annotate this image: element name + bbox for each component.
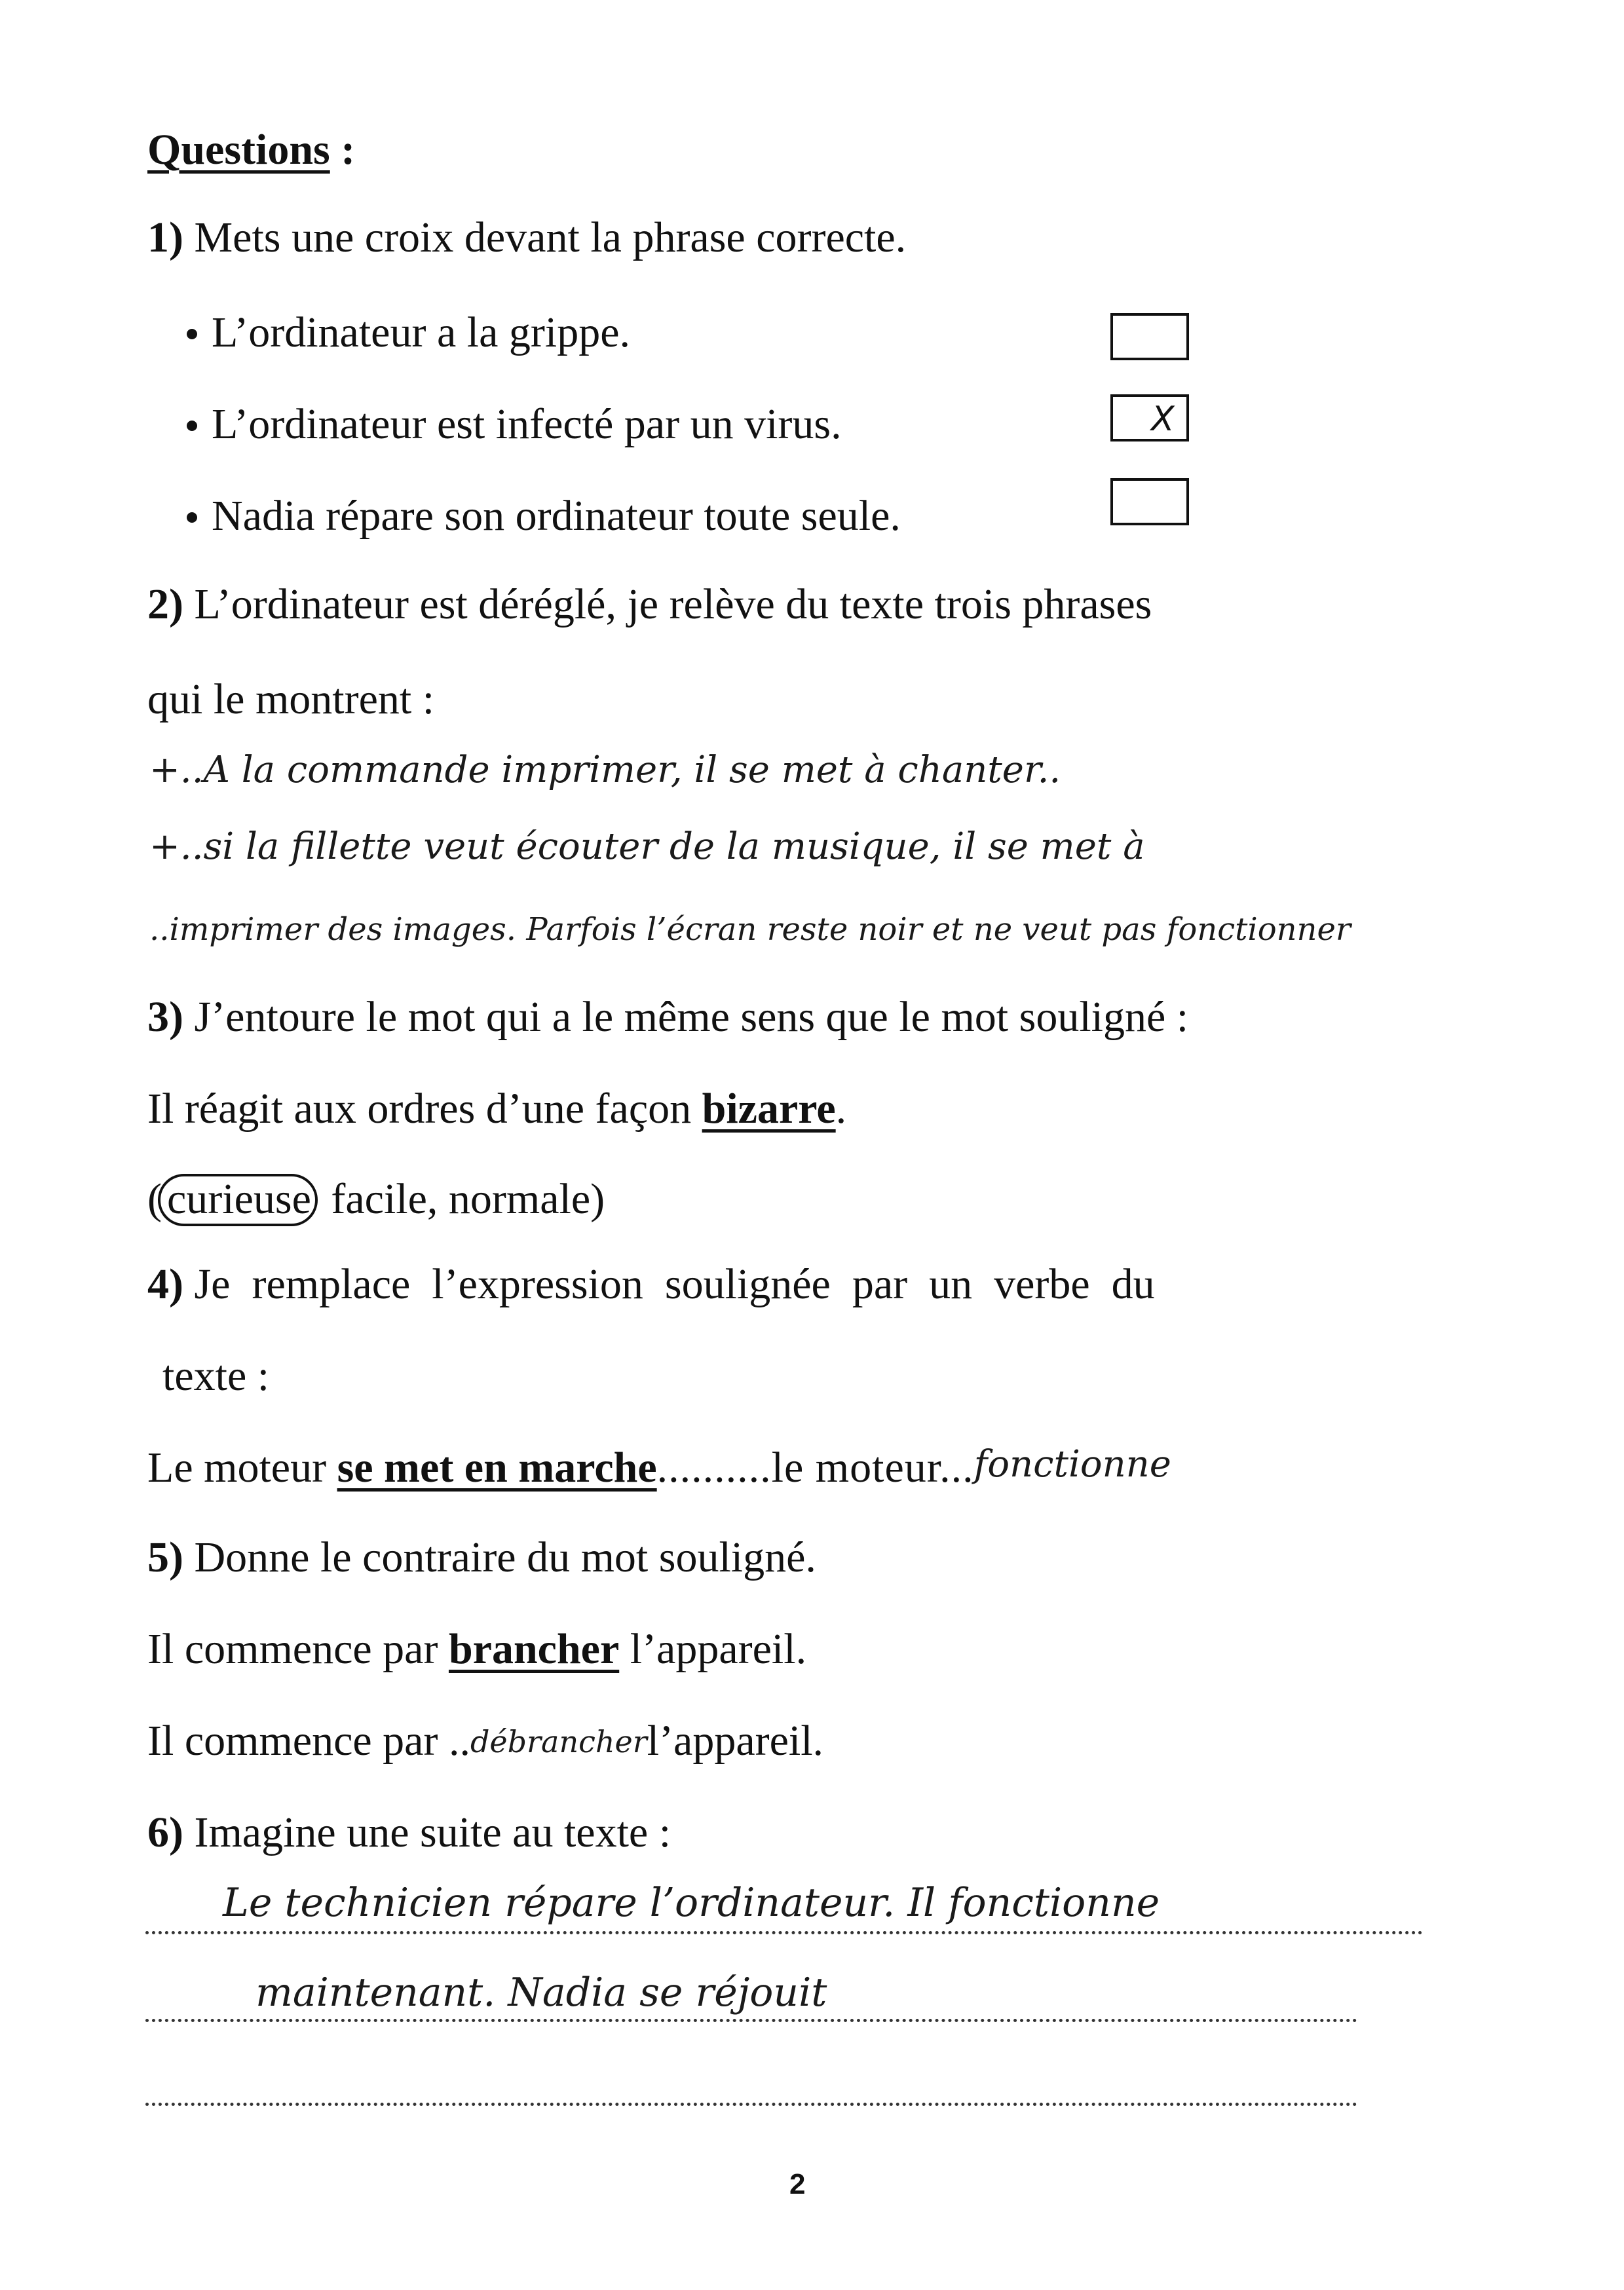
bullet-icon bbox=[187, 421, 197, 431]
option-text: Nadia répare son ordinateur toute seule. bbox=[212, 492, 901, 540]
option-text: L’ordinateur a la grippe. bbox=[212, 309, 630, 356]
handwritten-answer: Le technicien répare l’ordinateur. Il fonctionne bbox=[223, 1880, 1160, 1926]
circled-choice[interactable]: curieuse bbox=[158, 1174, 318, 1226]
checkbox-option-3[interactable] bbox=[1110, 478, 1189, 525]
bullet-icon bbox=[187, 512, 197, 523]
question-3-choices bbox=[147, 1174, 605, 1226]
question-2 bbox=[147, 580, 1152, 628]
sentence-text: l’appareil. bbox=[647, 1717, 824, 1765]
question-5-sentence-2 bbox=[147, 1719, 823, 1763]
other-choices: facile, normale) bbox=[320, 1175, 605, 1223]
question-number: 4) bbox=[147, 1260, 183, 1308]
paren: ( bbox=[147, 1175, 162, 1223]
bullet-icon bbox=[187, 329, 197, 339]
handwritten-answer: fonctionne bbox=[973, 1443, 1171, 1486]
sentence-text: l’appareil. bbox=[619, 1625, 807, 1673]
question-6 bbox=[147, 1811, 671, 1854]
question-1 bbox=[147, 216, 906, 259]
option-3 bbox=[187, 492, 901, 540]
answer-line bbox=[145, 2103, 1357, 2106]
answer-line bbox=[145, 1931, 1423, 1934]
question-number: 3) bbox=[147, 993, 183, 1041]
handwritten-answer: maintenant. Nadia se réjouit bbox=[255, 1970, 827, 2016]
question-number: 1) bbox=[147, 214, 183, 261]
sentence-text: Il commence par .. bbox=[147, 1717, 470, 1765]
handwritten-answer: ..imprimer des images. Parfois l’écran reste noir et ne veut pas fonctionner bbox=[149, 911, 1351, 948]
underlined-word: brancher bbox=[448, 1625, 620, 1673]
answer-line bbox=[145, 2019, 1357, 2022]
question-number: 2) bbox=[147, 580, 183, 628]
sentence-text: ..........le moteur... bbox=[656, 1444, 974, 1492]
question-number: 5) bbox=[147, 1533, 183, 1581]
checkbox-option-2[interactable] bbox=[1110, 394, 1189, 441]
title-colon: : bbox=[330, 126, 356, 174]
question-4-continuation: texte : bbox=[162, 1352, 270, 1400]
handwritten-answer: débrancher bbox=[470, 1724, 647, 1759]
question-text: Je remplace l’expression soulignée par un verbe du bbox=[183, 1260, 1155, 1308]
checkbox-mark: X bbox=[1151, 400, 1175, 439]
question-number: 6) bbox=[147, 1809, 183, 1856]
question-5-sentence-1 bbox=[147, 1625, 807, 1673]
question-4 bbox=[147, 1260, 1155, 1308]
handwritten-answer: +..si la fillette veut écouter de la musique, il se met à bbox=[149, 825, 1145, 868]
sentence-text: Le moteur bbox=[147, 1444, 337, 1492]
underlined-word: bizarre bbox=[702, 1085, 836, 1133]
underlined-phrase: se met en marche bbox=[337, 1444, 657, 1492]
page-title bbox=[147, 128, 355, 172]
title-text: Questions bbox=[147, 126, 330, 174]
sentence-text: Il réagit aux ordres d’une façon bbox=[147, 1085, 702, 1133]
checkbox-option-1[interactable] bbox=[1110, 313, 1189, 360]
option-2 bbox=[187, 400, 842, 448]
question-text: Mets une croix devant la phrase correcte. bbox=[183, 214, 907, 261]
option-text: L’ordinateur est infecté par un virus. bbox=[212, 400, 842, 448]
page-number: 2 bbox=[789, 2168, 806, 2200]
question-text: Donne le contraire du mot souligné. bbox=[183, 1533, 816, 1581]
question-2-continuation: qui le montrent : bbox=[147, 675, 435, 723]
question-4-sentence bbox=[147, 1443, 1171, 1492]
question-3 bbox=[147, 993, 1189, 1041]
question-text: J’entoure le mot qui a le même sens que le mot souligné : bbox=[183, 993, 1189, 1041]
sentence-end: . bbox=[835, 1085, 847, 1133]
sentence-text: Il commence par bbox=[147, 1625, 449, 1673]
question-text: Imagine une suite au texte : bbox=[183, 1809, 671, 1856]
question-3-sentence bbox=[147, 1087, 846, 1131]
question-5 bbox=[147, 1533, 816, 1581]
handwritten-answer: +..A la commande imprimer, il se met à chanter.. bbox=[149, 749, 1061, 791]
question-text: L’ordinateur est déréglé, je relève du texte trois phrases bbox=[183, 580, 1152, 628]
option-1 bbox=[187, 311, 630, 354]
